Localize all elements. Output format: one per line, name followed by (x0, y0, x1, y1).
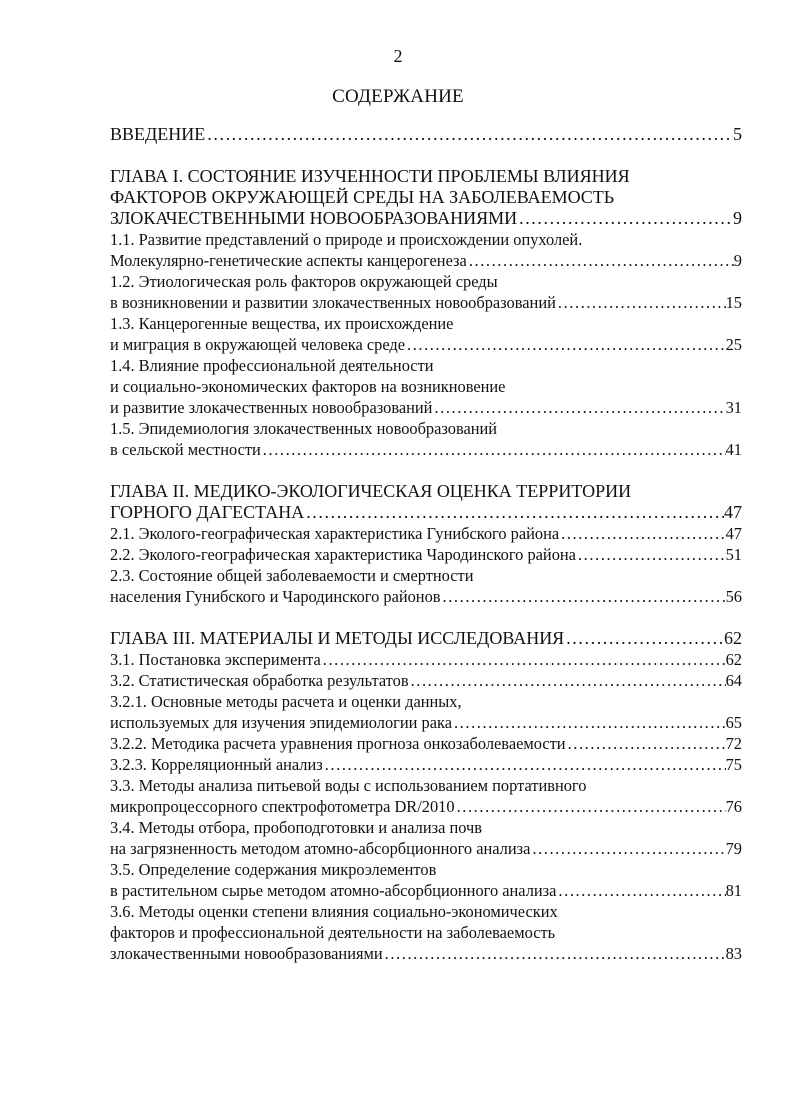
toc-section-entry[interactable] (110, 523, 742, 544)
toc-section-entry[interactable] (110, 355, 742, 418)
toc-line (110, 943, 742, 964)
toc-entry-text: ФАКТОРОВ ОКРУЖАЮЩЕЙ СРЕДЫ НА ЗАБОЛЕВАЕМОСТЬ (110, 187, 615, 207)
toc-line (110, 880, 742, 901)
toc-entry-text: микропроцессорного спектрофотометра DR/2010 (110, 797, 455, 816)
toc-entry-text: 1.2. Этиологическая роль факторов окружающей среды (110, 272, 498, 291)
toc-page-number: 62 (724, 628, 742, 648)
dot-leader (556, 880, 725, 901)
toc-section-entry[interactable] (110, 271, 742, 313)
toc-entry-text: и социально-экономических факторов на возникновение (110, 377, 506, 396)
toc-page-number: 81 (725, 881, 742, 900)
toc-line (110, 481, 742, 502)
toc-entry-text: ГЛАВА II. МЕДИКО-ЭКОЛОГИЧЕСКАЯ ОЦЕНКА ТЕРРИТОРИИ (110, 481, 632, 501)
toc-chapter-entry[interactable] (110, 481, 742, 523)
toc-section-entry[interactable] (110, 670, 742, 691)
toc-entry-text: 3.1. Постановка эксперимента (110, 650, 321, 669)
toc-entry-text: ГЛАВА I. СОСТОЯНИЕ ИЗУЧЕННОСТИ ПРОБЛЕМЫ ВЛИЯНИЯ (110, 166, 630, 186)
toc-page-number: 62 (725, 650, 742, 669)
toc-line (110, 565, 742, 586)
toc-section-entry[interactable] (110, 691, 742, 733)
dot-leader (576, 544, 726, 565)
toc-page-number: 9 (733, 208, 742, 228)
toc-line (110, 649, 742, 670)
toc-page-number: 25 (725, 335, 742, 354)
toc-intro-entry[interactable] (110, 124, 742, 145)
toc-section-entry[interactable] (110, 313, 742, 355)
dot-leader (383, 943, 726, 964)
toc-line (110, 124, 742, 145)
toc-section-entry[interactable] (110, 775, 742, 817)
toc-line (110, 376, 742, 397)
toc-entry-text: 3.2. Статистическая обработка результатов (110, 671, 409, 690)
toc-entry-text: Молекулярно-генетические аспекты канцерогенеза (110, 251, 467, 270)
dot-leader (432, 397, 725, 418)
toc-page-number: 79 (725, 839, 742, 858)
page-title: СОДЕРЖАНИЕ (332, 86, 464, 107)
toc-entry-text: в сельской местности (110, 440, 261, 459)
dot-leader (559, 523, 725, 544)
toc-line (110, 901, 742, 922)
toc-page-number: 15 (725, 293, 742, 312)
toc-chapter-entry[interactable] (110, 628, 742, 649)
toc-section-entry[interactable] (110, 649, 742, 670)
toc-line (110, 796, 742, 817)
toc-entry-text: используемых для изучения эпидемиологии рака (110, 713, 452, 732)
toc-entry-text: ВВЕДЕНИЕ (110, 124, 206, 144)
toc-section-entry[interactable] (110, 733, 742, 754)
toc-line (110, 838, 742, 859)
toc-section-entry[interactable] (110, 754, 742, 775)
toc-entry-text: 3.2.3. Корреляционный анализ (110, 755, 323, 774)
toc-line (110, 187, 742, 208)
toc-page-number: 75 (725, 755, 742, 774)
toc-section-entry[interactable] (110, 565, 742, 607)
toc-entry-text: 3.2.2. Методика расчета уравнения прогноза онкозаболеваемости (110, 734, 566, 753)
toc-entry-text: злокачественными новообразованиями (110, 944, 383, 963)
dot-leader (467, 250, 734, 271)
dot-leader (564, 628, 724, 649)
toc-entry-text: 1.5. Эпидемиология злокачественных новообразований (110, 419, 498, 438)
toc-line (110, 775, 742, 796)
dot-leader (205, 124, 733, 145)
toc-line (110, 166, 742, 187)
toc-entry-text: в возникновении и развитии злокачественных новообразований (110, 293, 556, 312)
toc-line (110, 670, 742, 691)
toc-entry-text: населения Гунибского и Чародинского районов (110, 587, 441, 606)
dot-leader (566, 733, 726, 754)
toc-line (110, 544, 742, 565)
toc-line (110, 334, 742, 355)
dot-leader (452, 712, 726, 733)
toc-page-number: 76 (725, 797, 742, 816)
toc-line (110, 586, 742, 607)
toc-page-number: 83 (725, 944, 742, 963)
toc-entry-text: 2.3. Состояние общей заболеваемости и смертности (110, 566, 474, 585)
dot-leader (455, 796, 726, 817)
toc-line (110, 691, 742, 712)
toc-line (110, 397, 742, 418)
toc-line (110, 502, 742, 523)
toc-line (110, 922, 742, 943)
toc-section-entry[interactable] (110, 229, 742, 271)
toc-line (110, 355, 742, 376)
toc-line (110, 628, 742, 649)
dot-leader (323, 754, 726, 775)
toc-page-number: 9 (733, 251, 742, 270)
dot-leader (321, 649, 726, 670)
toc-entry-text: 3.5. Определение содержания микроэлементов (110, 860, 437, 879)
toc-entry-text: 3.2.1. Основные методы расчета и оценки данных, (110, 692, 462, 711)
toc-entry-text: 3.3. Методы анализа питьевой воды с использованием портативного (110, 776, 587, 795)
toc-line (110, 439, 742, 460)
dot-leader (441, 586, 726, 607)
toc-line (110, 817, 742, 838)
table-of-contents (110, 124, 742, 964)
toc-entry-text: 3.6. Методы оценки степени влияния социально-экономических (110, 902, 558, 921)
toc-line (110, 733, 742, 754)
toc-line (110, 208, 742, 229)
dot-leader (304, 502, 724, 523)
dot-leader (409, 670, 726, 691)
toc-entry-text: ГЛАВА III. МАТЕРИАЛЫ И МЕТОДЫ ИССЛЕДОВАНИЯ (110, 628, 565, 648)
toc-line (110, 250, 742, 271)
toc-page-number: 51 (725, 545, 742, 564)
toc-line (110, 313, 742, 334)
toc-entry-text: 2.2. Эколого-географическая характеристика Чародинского района (110, 545, 576, 564)
toc-entry-text: 1.1. Развитие представлений о природе и происхождении опухолей. (110, 230, 583, 249)
toc-entry-text: 1.3. Канцерогенные вещества, их происхождение (110, 314, 454, 333)
toc-page-number: 41 (725, 440, 742, 459)
toc-entry-text: факторов и профессиональной деятельности на заболеваемость (110, 923, 556, 942)
toc-page-number: 56 (725, 587, 742, 606)
toc-line (110, 229, 742, 250)
toc-chapter-entry[interactable] (110, 166, 742, 229)
toc-section-entry[interactable] (110, 544, 742, 565)
toc-entry-text: ГОРНОГО ДАГЕСТАНА (110, 502, 305, 522)
toc-line (110, 418, 742, 439)
dot-leader (261, 439, 726, 460)
toc-line (110, 712, 742, 733)
toc-line (110, 271, 742, 292)
dot-leader (556, 292, 726, 313)
toc-entry-text: 2.1. Эколого-географическая характеристика Гунибского района (110, 524, 560, 543)
toc-page-number: 47 (725, 524, 742, 543)
toc-line (110, 859, 742, 880)
toc-entry-text: 1.4. Влияние профессиональной деятельности (110, 356, 434, 375)
toc-page-number: 5 (733, 124, 742, 144)
toc-entry-text: на загрязненность методом атомно-абсорбционного анализа (110, 839, 531, 858)
toc-entry-text: и миграция в окружающей человека среде (110, 335, 405, 354)
toc-page-number: 72 (725, 734, 742, 753)
toc-page-number: 64 (725, 671, 742, 690)
toc-section-entry[interactable] (110, 817, 742, 859)
toc-entry-text: ЗЛОКАЧЕСТВЕННЫМИ НОВООБРАЗОВАНИЯМИ (110, 208, 518, 228)
toc-entry-text: 3.4. Методы отбора, пробоподготовки и анализа почв (110, 818, 482, 837)
toc-line (110, 292, 742, 313)
dot-leader (530, 838, 725, 859)
toc-entry-text: в растительном сырье методом атомно-абсорбционного анализа (110, 881, 557, 900)
dot-leader (517, 208, 733, 229)
toc-page-number: 31 (725, 398, 742, 417)
toc-line (110, 754, 742, 775)
toc-section-entry[interactable] (110, 418, 742, 460)
toc-page-number: 65 (725, 713, 742, 732)
toc-page-number: 47 (724, 502, 742, 522)
toc-line (110, 523, 742, 544)
toc-section-entry[interactable] (110, 859, 742, 901)
toc-entry-text: и развитие злокачественных новообразований (110, 398, 433, 417)
toc-section-entry[interactable] (110, 901, 742, 964)
page-number: 2 (393, 46, 403, 66)
dot-leader (405, 334, 726, 355)
